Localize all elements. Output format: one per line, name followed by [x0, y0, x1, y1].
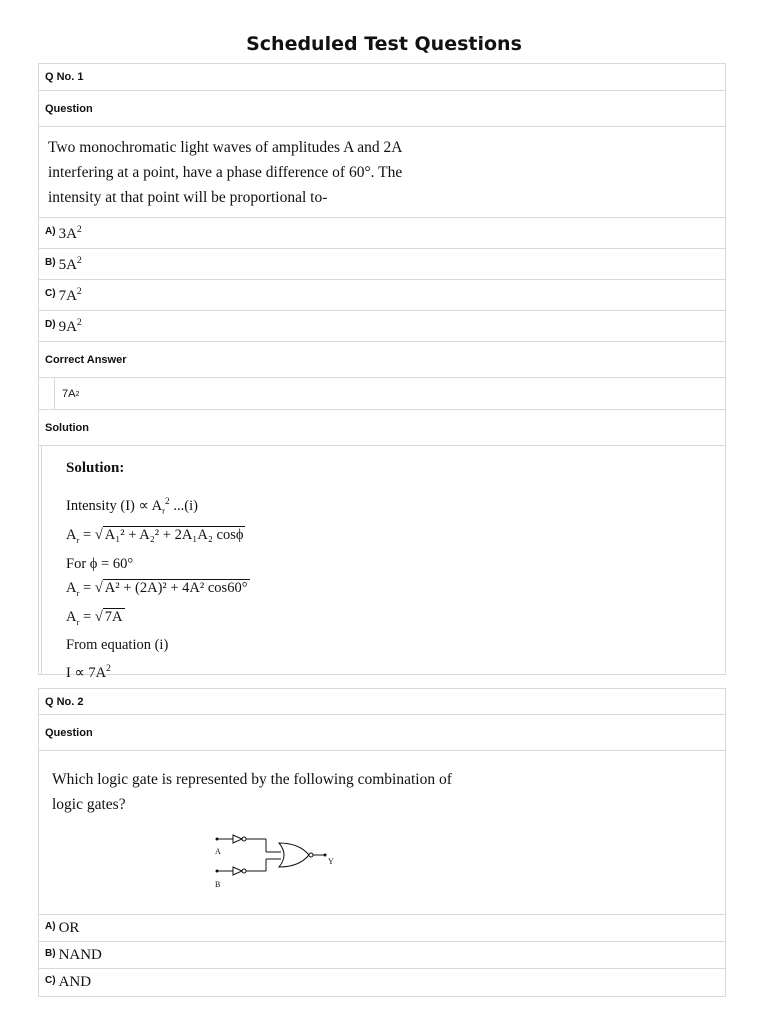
option-letter: A) [45, 920, 56, 932]
question-card-1 [38, 63, 726, 682]
question-text-line: logic gates? [52, 796, 126, 813]
question-text-line: Two monochromatic light waves of amplitudes A and 2A [48, 139, 403, 156]
option-letter: B) [45, 947, 56, 959]
option-b[interactable] [39, 942, 725, 969]
option-letter: A) [45, 225, 56, 237]
option-letter: C) [45, 975, 56, 986]
question-text-line: interfering at a point, have a phase difference of 60°. The [48, 164, 403, 181]
logic-gate-diagram [209, 829, 339, 889]
option-b[interactable]: B) $5A^2$ [39, 249, 725, 280]
option-a[interactable] [39, 915, 725, 942]
solution-label: Solution [39, 410, 725, 446]
option-text: AND [58, 974, 92, 990]
question-text-line: intensity at that point will be proportional to- [48, 189, 328, 206]
correct-answer-value: 7A [62, 387, 76, 400]
correct-answer-row: 7A 2 [39, 378, 725, 410]
option-d[interactable]: D) $9A^2$ [39, 311, 725, 342]
option-letter: D) [45, 318, 56, 330]
solution-line: For ϕ = 60° [66, 555, 134, 572]
option-text: 7A [58, 287, 77, 304]
option-text: 5A [58, 256, 77, 273]
solution-line: $A_r$ = √ 7A [66, 608, 123, 627]
option-text: NAND [58, 946, 102, 963]
question-number: Q No. 2 [39, 689, 725, 715]
option-text: OR [58, 919, 80, 936]
question-text [39, 751, 725, 915]
question-label: Question [39, 91, 725, 127]
option-c[interactable]: C) $7A^2$ [39, 280, 725, 311]
solution-body [39, 446, 725, 682]
question-number: Q No. 1 [39, 64, 725, 91]
solution-line: Intensity $(I) \propto A_r^2$ ...(i) [66, 497, 198, 516]
option-text: 9A [58, 318, 77, 335]
option-letter: B) [45, 256, 56, 268]
option-text: 3A [58, 225, 77, 242]
solution-line: $A_r$ = √ A² + (2A)² + 4A² cos60° [66, 579, 248, 598]
solution-line: $I \propto 7A^2$ [66, 664, 111, 682]
page-title: Scheduled Test Questions [246, 33, 522, 55]
option-c[interactable] [39, 969, 725, 996]
correct-answer-label: Correct Answer [39, 342, 725, 378]
solution-heading: Solution: [66, 460, 125, 476]
diagram-input-b: B [215, 880, 221, 889]
option-letter: C) [45, 287, 56, 299]
diagram-output-y: Y [328, 857, 334, 866]
option-a[interactable]: A) $3A^2$ [39, 218, 725, 249]
solution-line: From equation (i) [66, 637, 169, 654]
solution-line: $A_r$ = √ A₁² + A₂² + 2A₁A₂ cosϕ [66, 526, 244, 545]
question-text [39, 127, 725, 218]
question-text-line: Which logic gate is represented by the following combination of [52, 771, 452, 788]
question-card-2 [38, 688, 726, 997]
question-label: Question [39, 715, 725, 751]
diagram-input-a: A [215, 847, 221, 856]
